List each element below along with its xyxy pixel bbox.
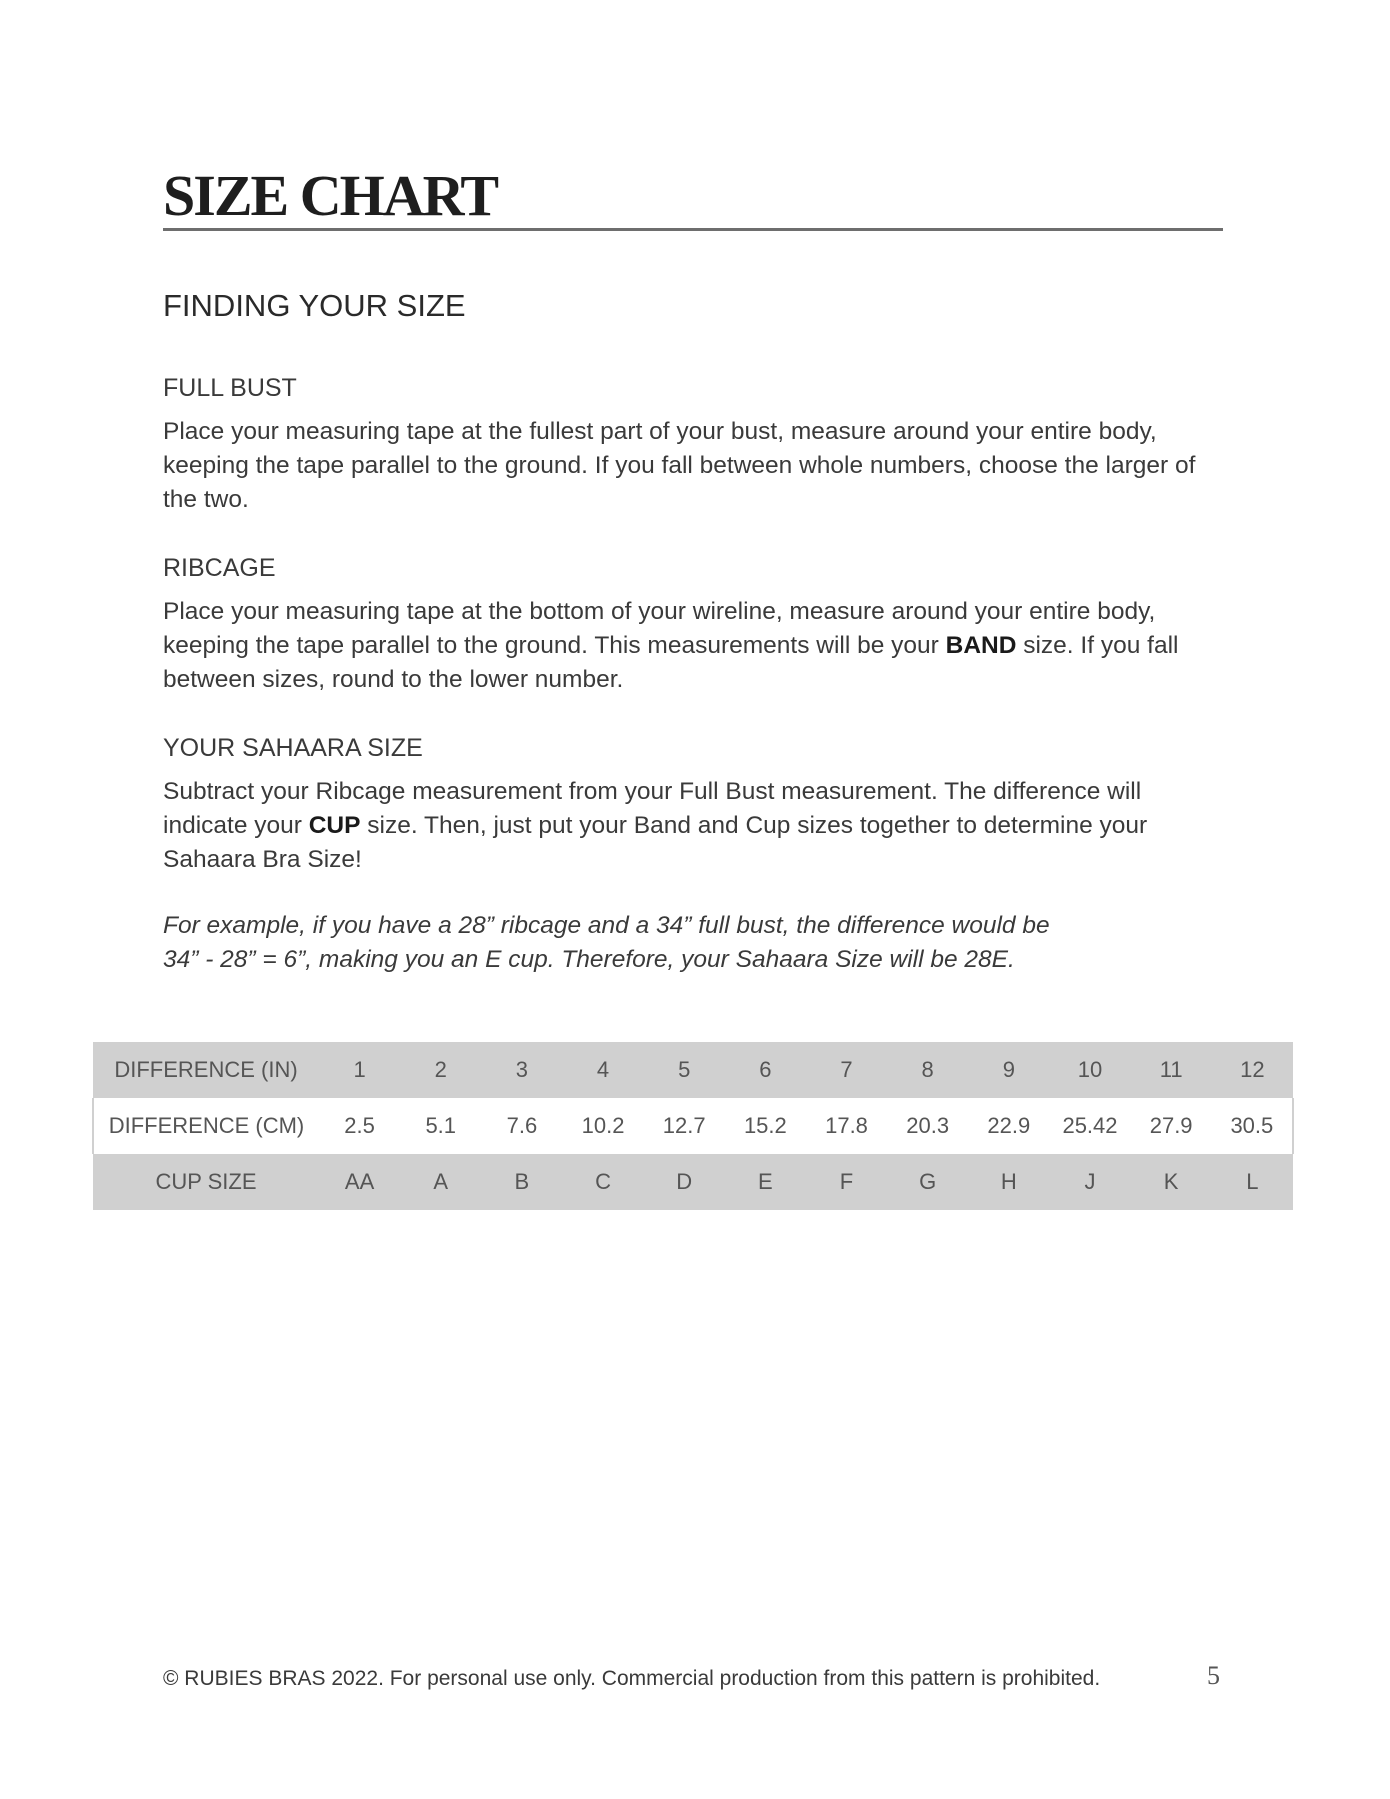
cup-emphasis: CUP	[308, 812, 361, 839]
table-cell: 5	[644, 1042, 725, 1098]
cup-size-row	[93, 1154, 1293, 1210]
ribcage-text-start: Place your measuring tape at the bottom of your wireline, measure around your entire body, keeping the tape parallel to the ground. This measurements will be your	[163, 598, 1156, 659]
size-chart-table	[92, 1042, 1294, 1210]
row-label: DIFFERENCE (CM)	[93, 1098, 319, 1154]
table-cell: 12.7	[644, 1098, 725, 1154]
sahaara-text-start: Subtract your Ribcage measurement from your Full Bust measurement. The difference will indicate your	[163, 778, 1142, 839]
ribcage-heading: RIBCAGE	[163, 554, 276, 582]
ribcage-text	[163, 595, 1228, 697]
example-line-1: For example, if you have a 28” ribcage and a 34” full bust, the difference would be	[163, 912, 1050, 939]
table-cell: 15.2	[725, 1098, 806, 1154]
table-cell: H	[968, 1154, 1049, 1210]
row-label: CUP SIZE	[93, 1154, 319, 1210]
table-cell: 12	[1212, 1042, 1293, 1098]
sahaara-text-end: size. Then, just put your Band and Cup sizes together to determine your Sahaara Bra Size!	[163, 812, 1148, 873]
section-subtitle: FINDING YOUR SIZE	[163, 288, 466, 323]
difference-cm-row	[93, 1098, 1293, 1154]
table-cell: 25.42	[1049, 1098, 1130, 1154]
page-title: SIZE CHART	[163, 163, 498, 228]
full-bust-heading: FULL BUST	[163, 374, 297, 402]
sahaara-size-heading: YOUR SAHAARA SIZE	[163, 734, 423, 762]
row-label: DIFFERENCE (IN)	[93, 1042, 319, 1098]
table-cell: 7	[806, 1042, 887, 1098]
table-cell: 4	[562, 1042, 643, 1098]
table-cell: 1	[319, 1042, 400, 1098]
page-number: 5	[1207, 1661, 1220, 1690]
table-cell: J	[1049, 1154, 1130, 1210]
full-bust-text: Place your measuring tape at the fullest part of your bust, measure around your entire body, keeping the tape parallel to the ground. If you fall between whole numbers, choose the larger of the two.	[163, 418, 1196, 513]
table-cell: 17.8	[806, 1098, 887, 1154]
sahaara-size-text	[163, 775, 1228, 877]
table-cell: L	[1212, 1154, 1293, 1210]
table-cell: 7.6	[481, 1098, 562, 1154]
table-cell: 6	[725, 1042, 806, 1098]
example-text	[163, 909, 1228, 977]
table-cell: 10.2	[562, 1098, 643, 1154]
table-cell: 2	[400, 1042, 481, 1098]
table-cell: 5.1	[400, 1098, 481, 1154]
table-cell: 10	[1049, 1042, 1130, 1098]
band-emphasis: BAND	[945, 632, 1017, 659]
title-divider	[163, 228, 1223, 231]
table-cell: B	[481, 1154, 562, 1210]
table-cell: F	[806, 1154, 887, 1210]
table-cell: 2.5	[319, 1098, 400, 1154]
table-cell: 8	[887, 1042, 968, 1098]
table-cell: E	[725, 1154, 806, 1210]
table-cell: 9	[968, 1042, 1049, 1098]
table-cell: A	[400, 1154, 481, 1210]
table-cell: D	[644, 1154, 725, 1210]
table-cell: 11	[1131, 1042, 1212, 1098]
table-cell: 30.5	[1212, 1098, 1293, 1154]
table-cell: G	[887, 1154, 968, 1210]
copyright-notice: © RUBIES BRAS 2022. For personal use only. Commercial production from this pattern is prohibited.	[163, 1667, 1101, 1690]
table-cell: 22.9	[968, 1098, 1049, 1154]
table-cell: AA	[319, 1154, 400, 1210]
example-line-2: 34” - 28” = 6”, making you an E cup. Therefore, your Sahaara Size will be 28E.	[163, 946, 1015, 973]
table-cell: C	[562, 1154, 643, 1210]
difference-in-row	[93, 1042, 1293, 1098]
ribcage-text-end: size. If you fall between sizes, round to the lower number.	[163, 632, 1179, 693]
table-cell: 20.3	[887, 1098, 968, 1154]
table-cell: K	[1131, 1154, 1212, 1210]
table-cell: 3	[481, 1042, 562, 1098]
table-cell: 27.9	[1131, 1098, 1212, 1154]
